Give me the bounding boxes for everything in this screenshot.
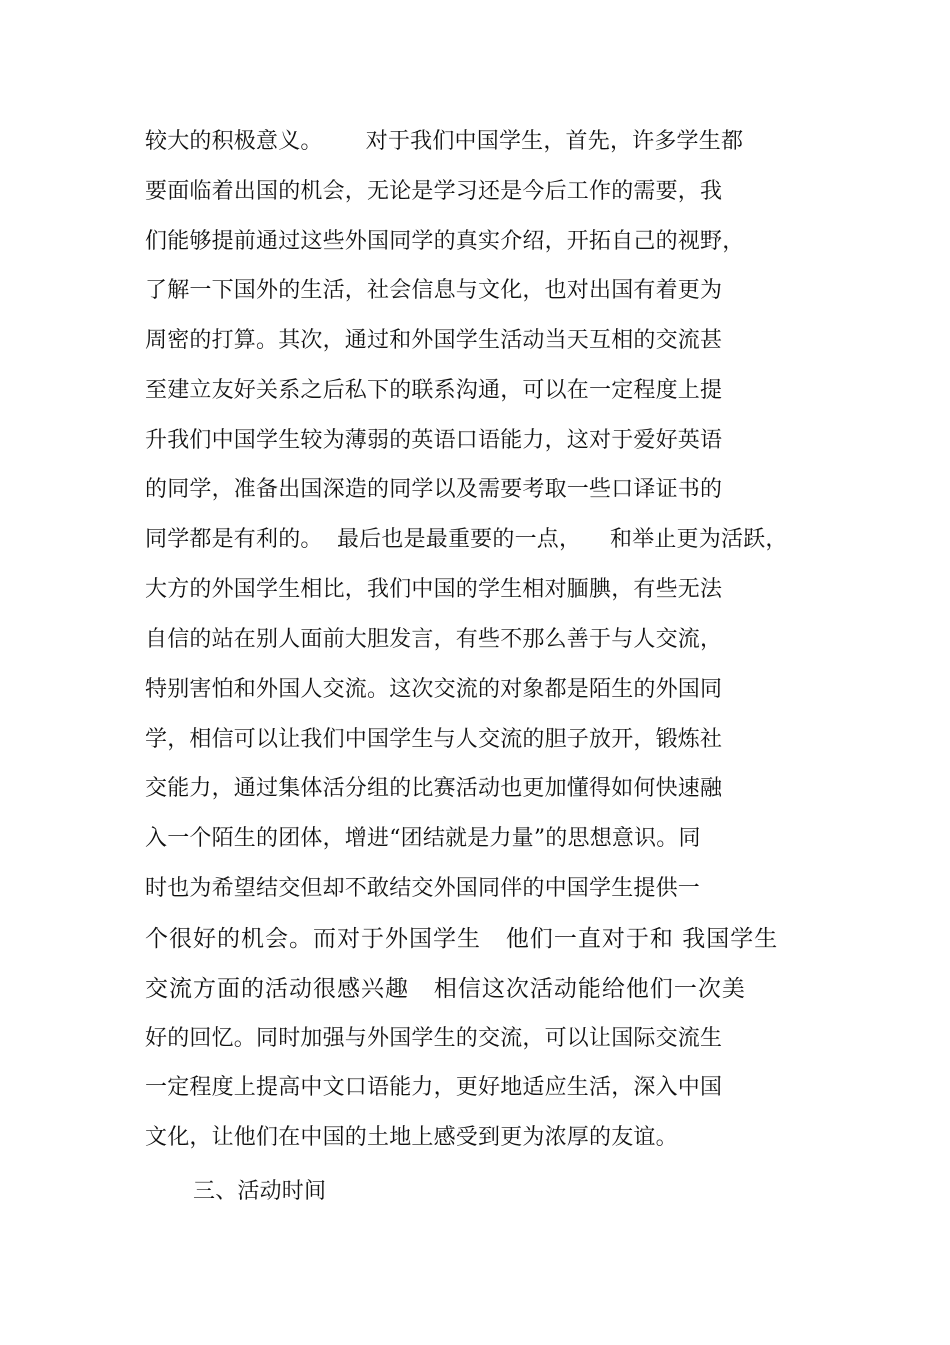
section-heading: 三、活动时间 bbox=[193, 1179, 327, 1204]
paragraph-line: 自信的站在别人面前大胆发言，有些不那么善于与人交流， bbox=[145, 627, 723, 652]
paragraph-line: 个很好的机会。而对于外国学生 他们一直对于和 我国学生 bbox=[145, 926, 779, 952]
paragraph-line: 好的回忆。同时加强与外国学生的交流，可以让国际交流生 bbox=[145, 1026, 723, 1051]
paragraph-line: 同学都是有利的。 最后也是最重要的一点， 和举止更为活跃， bbox=[145, 527, 788, 552]
paragraph-line: 文化，让他们在中国的土地上感受到更为浓厚的友谊。 bbox=[145, 1125, 678, 1150]
paragraph-line: 大方的外国学生相比，我们中国的学生相对腼腆，有些无法 bbox=[145, 577, 723, 602]
paragraph-line: 时也为希望结交但却不敢结交外国同伴的中国学生提供一 bbox=[145, 876, 701, 901]
paragraph-line: 较大的积极意义。 对于我们中国学生，首先，许多学生都 bbox=[145, 129, 744, 154]
paragraph-line: 至建立友好关系之后私下的联系沟通，可以在一定程度上提 bbox=[145, 378, 723, 403]
paragraph-line: 要面临着出国的机会，无论是学习还是今后工作的需要，我 bbox=[145, 179, 723, 204]
paragraph-line: 交能力，通过集体活分组的比赛活动也更加懂得如何快速融 bbox=[145, 776, 723, 801]
paragraph-line: 学，相信可以让我们中国学生与人交流的胆子放开，锻炼社 bbox=[145, 727, 723, 752]
paragraph-line: 一定程度上提高中文口语能力，更好地适应生活，深入中国 bbox=[145, 1075, 723, 1100]
paragraph-line: 入一个陌生的团体，增进“团结就是力量”的思想意识。同 bbox=[145, 826, 701, 851]
paragraph-line: 了解一下国外的生活，社会信息与文化，也对出国有着更为 bbox=[145, 278, 723, 303]
paragraph-line: 交流方面的活动很感兴趣 相信这次活动能给他们一次美 bbox=[145, 976, 746, 1002]
paragraph-line: 们能够提前通过这些外国同学的真实介绍，开拓自己的视野， bbox=[145, 229, 745, 254]
paragraph-line: 特别害怕和外国人交流。这次交流的对象都是陌生的外国同 bbox=[145, 677, 723, 702]
paragraph-line: 的同学，准备出国深造的同学以及需要考取一些口译证书的 bbox=[145, 477, 723, 502]
paragraph-line: 周密的打算。其次，通过和外国学生活动当天互相的交流甚 bbox=[145, 328, 723, 353]
paragraph-line: 升我们中国学生较为薄弱的英语口语能力，这对于爱好英语 bbox=[145, 428, 723, 453]
